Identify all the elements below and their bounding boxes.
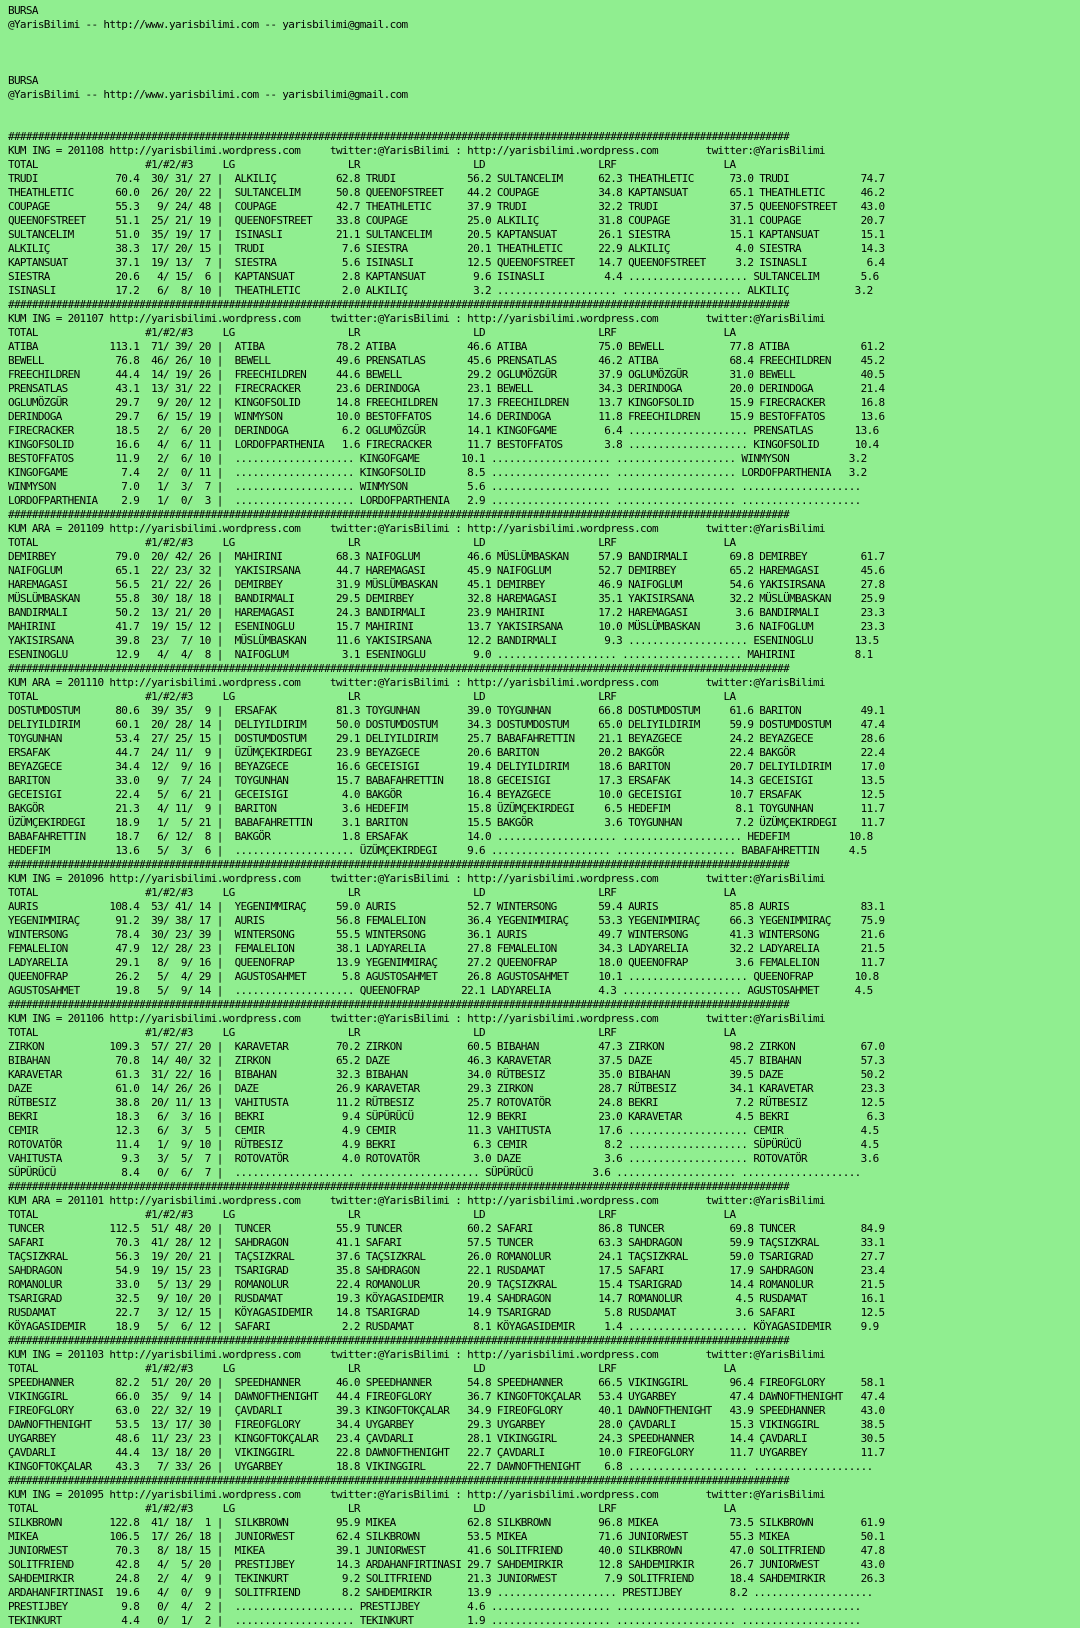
table-row: SULTANCELIM 51.0 35/ 19/ 17 | ISINASLI 21.1 SULTANCELIM 20.5 KAPTANSUAT 26.1 SIESTRA 15.1 KAPTANSUAT 15.1 <box>8 228 885 241</box>
blank-line <box>8 32 1080 46</box>
column-header: TOTAL #1/#2/#3 LG LR LD LRF LA <box>8 326 736 339</box>
separator-line: ################################################################################################################################### <box>8 858 790 871</box>
table-row: TRUDI 70.4 30/ 31/ 27 | ALKILIÇ 62.8 TRUDI 56.2 SULTANCELIM 62.3 THEATHLETIC 73.0 TRUDI 74.7 <box>8 172 885 185</box>
separator-line: ################################################################################################################################### <box>8 1180 790 1193</box>
table-row: PRENSATLAS 43.1 13/ 31/ 22 | FIRECRACKER 23.6 DERINDOGA 23.1 BEWELL 34.3 DERINDOGA 20.0 DERINDOGA 21.4 <box>8 382 885 395</box>
table-row: KINGOFSOLID 16.6 4/ 6/ 11 | LORDOFPARTHENIA 1.6 FIRECRACKER 11.7 BESTOFFATOS 3.8 .................... KINGOFSOLID 10.4 <box>8 438 879 451</box>
table-row: UYGARBEY 48.6 11/ 23/ 23 | KINGOFTOKÇALAR 23.4 ÇAVDARLI 28.1 VIKINGGIRL 24.3 SPEEDHANNER 14.4 ÇAVDARLI 30.5 <box>8 1432 885 1445</box>
column-header: TOTAL #1/#2/#3 LG LR LD LRF LA <box>8 536 736 549</box>
column-header: TOTAL #1/#2/#3 LG LR LD LRF LA <box>8 886 736 899</box>
table-row: GECEISIGI 22.4 5/ 6/ 21 | GECEISIGI 4.0 BAKGÖR 16.4 BEYAZGECE 10.0 GECEISIGI 10.7 ERSAFAK 12.5 <box>8 788 885 801</box>
table-row: BEKRI 18.3 6/ 3/ 16 | BEKRI 9.4 SÜPÜRÜCÜ 12.9 BEKRI 23.0 KARAVETAR 4.5 BEKRI 6.3 <box>8 1110 885 1123</box>
separator-line: ################################################################################################################################### <box>8 508 790 521</box>
page-title: BURSA <box>8 74 38 87</box>
table-row: PRESTIJBEY 9.8 0/ 4/ 2 | .................... PRESTIJBEY 4.6 .................... .................... .................... <box>8 1600 861 1613</box>
table-row: YAKISIRSANA 39.8 23/ 7/ 10 | MÜSLÜMBASKAN 11.6 YAKISIRSANA 12.2 BANDIRMALI 9.3 .................... ESENINOGLU 13.5 <box>8 634 879 647</box>
table-row: HEDEFIM 13.6 5/ 3/ 6 | .................... ÜZÜMÇEKIRDEGI 9.6 .................... .................... BABAFAHRETTIN 4.5 <box>8 844 867 857</box>
table-row: BEWELL 76.8 46/ 26/ 10 | BEWELL 49.6 PRENSATLAS 45.6 PRENSATLAS 46.2 ATIBA 68.4 FREECHILDREN 45.2 <box>8 354 885 367</box>
table-row: SAHDEMIRKIR 24.8 2/ 4/ 9 | TEKINKURT 9.2 SOLITFRIEND 21.3 JUNIORWEST 7.9 SOLITFRIEND 18.4 SAHDEMIRKIR 26.3 <box>8 1572 885 1585</box>
table-row: SAFARI 70.3 41/ 28/ 12 | SAHDRAGON 41.1 SAFARI 57.5 TUNCER 63.3 SAHDRAGON 59.9 TAÇSIZKRAL 33.1 <box>8 1236 885 1249</box>
table-row: DAZE 61.0 14/ 26/ 26 | DAZE 26.9 KARAVETAR 29.3 ZIRKON 28.7 RÜTBESIZ 34.1 KARAVETAR 23.3 <box>8 1082 885 1095</box>
separator-line: ################################################################################################################################### <box>8 998 790 1011</box>
table-row: TOYGUNHAN 53.4 27/ 25/ 15 | DOSTUMDOSTUM 29.1 DELIYILDIRIM 25.7 BABAFAHRETTIN 21.1 BEYAZGECE 24.2 BEYAZGECE 28.6 <box>8 732 885 745</box>
table-row: ESENINOGLU 12.9 4/ 4/ 8 | NAIFOGLUM 3.1 ESENINOGLU 9.0 .................... .................... MAHIRINI 8.1 <box>8 648 873 661</box>
table-row: DELIYILDIRIM 60.1 20/ 28/ 14 | DELIYILDIRIM 50.0 DOSTUMDOSTUM 34.3 DOSTUMDOSTUM 65.0 DELIYILDIRIM 59.9 DOSTUMDOSTUM 47.4 <box>8 718 885 731</box>
table-row: BANDIRMALI 50.2 13/ 21/ 20 | HAREMAGASI 24.3 BANDIRMALI 23.9 MAHIRINI 17.2 HAREMAGASI 3.6 BANDIRMALI 23.3 <box>8 606 885 619</box>
section-header: KUM ING = 201096 http://yarisbilimi.wordpress.com twitter:@YarisBilimi : http://yarisbilimi.wordpress.com twitter:@YarisBilimi <box>8 872 825 885</box>
section-header: KUM ING = 201108 http://yarisbilimi.wordpress.com twitter:@YarisBilimi : http://yarisbilimi.wordpress.com twitter:@YarisBilimi <box>8 144 825 157</box>
table-row: KÖYAGASIDEMIR 18.9 5/ 6/ 12 | SAFARI 2.2 RUSDAMAT 8.1 KÖYAGASIDEMIR 1.4 .................... KÖYAGASIDEMIR 9.9 <box>8 1320 879 1333</box>
table-row: NAIFOGLUM 65.1 22/ 23/ 32 | YAKISIRSANA 44.7 HAREMAGASI 45.9 NAIFOGLUM 52.7 DEMIRBEY 65.2 HAREMAGASI 45.6 <box>8 564 885 577</box>
table-row: SAHDRAGON 54.9 19/ 15/ 23 | TSARIGRAD 35.8 SAHDRAGON 22.1 RUSDAMAT 17.5 SAFARI 17.9 SAHDRAGON 23.4 <box>8 1264 885 1277</box>
table-row: ARDAHANFIRTINASI 19.6 4/ 0/ 9 | SOLITFRIEND 8.2 SAHDEMIRKIR 13.9 .................... PRESTIJBEY 8.2 .................... <box>8 1586 873 1599</box>
table-row: DOSTUMDOSTUM 80.6 39/ 35/ 9 | ERSAFAK 81.3 TOYGUNHAN 39.0 TOYGUNHAN 66.8 DOSTUMDOSTUM 61.6 BARITON 49.1 <box>8 704 885 717</box>
column-header: TOTAL #1/#2/#3 LG LR LD LRF LA <box>8 690 736 703</box>
table-row: MÜSLÜMBASKAN 55.8 30/ 18/ 18 | BANDIRMALI 29.5 DEMIRBEY 32.8 HAREMAGASI 35.1 YAKISIRSANA 32.2 MÜSLÜMBASKAN 25.9 <box>8 592 885 605</box>
column-header: TOTAL #1/#2/#3 LG LR LD LRF LA <box>8 1026 736 1039</box>
separator-line: ################################################################################################################################### <box>8 298 790 311</box>
table-row: SIESTRA 20.6 4/ 15/ 6 | KAPTANSUAT 2.8 KAPTANSUAT 9.6 ISINASLI 4.4 .................... SULTANCELIM 5.6 <box>8 270 879 283</box>
separator-line: ################################################################################################################################### <box>8 1334 790 1347</box>
column-header: TOTAL #1/#2/#3 LG LR LD LRF LA <box>8 1362 736 1375</box>
table-row: YEGENIMMIRAÇ 91.2 39/ 38/ 17 | AURIS 56.8 FEMALELION 36.4 YEGENIMMIRAÇ 53.3 YEGENIMMIRAÇ 66.3 YEGENIMMIRAÇ 75.9 <box>8 914 885 927</box>
table-row: FIREOFGLORY 63.0 22/ 32/ 19 | ÇAVDARLI 39.3 KINGOFTOKÇALAR 34.9 FIREOFGLORY 40.1 DAWNOFTHENIGHT 43.9 SPEEDHANNER 43.0 <box>8 1404 885 1417</box>
table-row: ZIRKON 109.3 57/ 27/ 20 | KARAVETAR 70.2 ZIRKON 60.5 BIBAHAN 47.3 ZIRKON 98.2 ZIRKON 67.0 <box>8 1040 885 1053</box>
table-row: RUSDAMAT 22.7 3/ 12/ 15 | KÖYAGASIDEMIR 14.8 TSARIGRAD 14.9 TSARIGRAD 5.8 RUSDAMAT 3.6 SAFARI 12.5 <box>8 1306 885 1319</box>
blank-line <box>8 102 1080 116</box>
table-row: LADYARELIA 29.1 8/ 9/ 16 | QUEENOFRAP 13.9 YEGENIMMIRAÇ 27.2 QUEENOFRAP 18.0 QUEENOFRAP 3.6 FEMALELION 11.7 <box>8 956 885 969</box>
section-header: KUM ARA = 201109 http://yarisbilimi.wordpress.com twitter:@YarisBilimi : http://yarisbilimi.wordpress.com twitter:@YarisBilimi <box>8 522 825 535</box>
column-header: TOTAL #1/#2/#3 LG LR LD LRF LA <box>8 1502 736 1515</box>
table-row: TUNCER 112.5 51/ 48/ 20 | TUNCER 55.9 TUNCER 60.2 SAFARI 86.8 TUNCER 69.8 TUNCER 84.9 <box>8 1222 885 1235</box>
blank-line <box>8 60 1080 74</box>
section-header: KUM ING = 201107 http://yarisbilimi.wordpress.com twitter:@YarisBilimi : http://yarisbilimi.wordpress.com twitter:@YarisBilimi <box>8 312 825 325</box>
section-header: KUM ING = 201095 http://yarisbilimi.wordpress.com twitter:@YarisBilimi : http://yarisbilimi.wordpress.com twitter:@YarisBilimi <box>8 1488 825 1501</box>
table-row: KINGOFGAME 7.4 2/ 0/ 11 | .................... KINGOFSOLID 8.5 .................... .................... LORDOFPARTHENIA 3.2 <box>8 466 867 479</box>
table-row: BAKGÖR 21.3 4/ 11/ 9 | BARITON 3.6 HEDEFIM 15.8 ÜZÜMÇEKIRDEGI 6.5 HEDEFIM 8.1 TOYGUNHAN 11.7 <box>8 802 885 815</box>
table-row: BABAFAHRETTIN 18.7 6/ 12/ 8 | BAKGÖR 1.8 ERSAFAK 14.0 .................... .................... HEDEFIM 10.8 <box>8 830 873 843</box>
table-row: WINTERSONG 78.4 30/ 23/ 39 | WINTERSONG 55.5 WINTERSONG 36.1 AURIS 49.7 WINTERSONG 41.3 WINTERSONG 21.6 <box>8 928 885 941</box>
table-row: ROTOVATÖR 11.4 1/ 9/ 10 | RÜTBESIZ 4.9 BEKRI 6.3 CEMIR 8.2 .................... SÜPÜRÜCÜ 4.5 <box>8 1138 879 1151</box>
table-row: JUNIORWEST 70.3 8/ 18/ 15 | MIKEA 39.1 JUNIORWEST 41.6 SOLITFRIEND 40.0 SILKBROWN 47.0 SOLITFRIEND 47.8 <box>8 1544 885 1557</box>
table-row: COUPAGE 55.3 9/ 24/ 48 | COUPAGE 42.7 THEATHLETIC 37.9 TRUDI 32.2 TRUDI 37.5 QUEENOFSTREET 43.0 <box>8 200 885 213</box>
table-row: KARAVETAR 61.3 31/ 22/ 16 | BIBAHAN 32.3 BIBAHAN 34.0 RÜTBESIZ 35.0 BIBAHAN 39.5 DAZE 50.2 <box>8 1068 885 1081</box>
table-row: BEYAZGECE 34.4 12/ 9/ 16 | BEYAZGECE 16.6 GECEISIGI 19.4 DELIYILDIRIM 18.6 BARITON 20.7 DELIYILDIRIM 17.0 <box>8 760 885 773</box>
contact-line: @YarisBilimi -- http://www.yarisbilimi.com -- yarisbilimi@gmail.com <box>8 88 408 101</box>
contact-line: @YarisBilimi -- http://www.yarisbilimi.com -- yarisbilimi@gmail.com <box>8 18 408 31</box>
separator-line: ################################################################################################################################### <box>8 1474 790 1487</box>
table-row: BARITON 33.0 9/ 7/ 24 | TOYGUNHAN 15.7 BABAFAHRETTIN 18.8 GECEISIGI 17.3 ERSAFAK 14.3 GECEISIGI 13.5 <box>8 774 885 787</box>
table-row: RÜTBESIZ 38.8 20/ 11/ 13 | VAHITUSTA 11.2 RÜTBESIZ 25.7 ROTOVATÖR 24.8 BEKRI 7.2 RÜTBESIZ 12.5 <box>8 1096 885 1109</box>
table-row: MIKEA 106.5 17/ 26/ 18 | JUNIORWEST 62.4 SILKBROWN 53.5 MIKEA 71.6 JUNIORWEST 55.3 MIKEA 50.1 <box>8 1530 885 1543</box>
table-row: VAHITUSTA 9.3 3/ 5/ 7 | ROTOVATÖR 4.0 ROTOVATÖR 3.0 DAZE 3.6 .................... ROTOVATÖR 3.6 <box>8 1152 879 1165</box>
table-row: MAHIRINI 41.7 19/ 15/ 12 | ESENINOGLU 15.7 MAHIRINI 13.7 YAKISIRSANA 10.0 MÜSLÜMBASKAN 3.6 NAIFOGLUM 23.3 <box>8 620 885 633</box>
table-row: SOLITFRIEND 42.8 4/ 5/ 20 | PRESTIJBEY 14.3 ARDAHANFIRTINASI 29.7 SAHDEMIRKIR 12.8 SAHDEMIRKIR 26.7 JUNIORWEST 43.0 <box>8 1558 885 1571</box>
table-row: HAREMAGASI 56.5 21/ 22/ 26 | DEMIRBEY 31.9 MÜSLÜMBASKAN 45.1 DEMIRBEY 46.9 NAIFOGLUM 54.6 YAKISIRSANA 27.8 <box>8 578 885 591</box>
table-row: TEKINKURT 4.4 0/ 1/ 2 | .................... TEKINKURT 1.9 .................... .................... .................... <box>8 1614 861 1627</box>
table-row: QUEENOFSTREET 51.1 25/ 21/ 19 | QUEENOFSTREET 33.8 COUPAGE 25.0 ALKILIÇ 31.8 COUPAGE 31.1 COUPAGE 20.7 <box>8 214 885 227</box>
table-row: BIBAHAN 70.8 14/ 40/ 32 | ZIRKON 65.2 DAZE 46.3 KARAVETAR 37.5 DAZE 45.7 BIBAHAN 57.3 <box>8 1054 885 1067</box>
table-row: TAÇSIZKRAL 56.3 19/ 20/ 21 | TAÇSIZKRAL 37.6 TAÇSIZKRAL 26.0 ROMANOLUR 24.1 TAÇSIZKRAL 59.0 TSARIGRAD 27.7 <box>8 1250 885 1263</box>
table-row: CEMIR 12.3 6/ 3/ 5 | CEMIR 4.9 CEMIR 11.3 VAHITUSTA 17.6 .................... CEMIR 4.5 <box>8 1124 879 1137</box>
table-row: ISINASLI 17.2 6/ 8/ 10 | THEATHLETIC 2.0 ALKILIÇ 3.2 .................... .................... ALKILIÇ 3.2 <box>8 284 873 297</box>
table-row: AGUSTOSAHMET 19.8 5/ 9/ 14 | .................... QUEENOFRAP 22.1 LADYARELIA 4.3 .................... AGUSTOSAHMET 4.5 <box>8 984 873 997</box>
section-header: KUM ING = 201103 http://yarisbilimi.wordpress.com twitter:@YarisBilimi : http://yarisbilimi.wordpress.com twitter:@YarisBilimi <box>8 1348 825 1361</box>
section-header: KUM ARA = 201110 http://yarisbilimi.wordpress.com twitter:@YarisBilimi : http://yarisbilimi.wordpress.com twitter:@YarisBilimi <box>8 676 825 689</box>
table-row: AURIS 108.4 53/ 41/ 14 | YEGENIMMIRAÇ 59.0 AURIS 52.7 WINTERSONG 59.4 AURIS 85.8 AURIS 83.1 <box>8 900 885 913</box>
table-row: DEMIRBEY 79.0 20/ 42/ 26 | MAHIRINI 68.3 NAIFOGLUM 46.6 MÜSLÜMBASKAN 57.9 BANDIRMALI 69.8 DEMIRBEY 61.7 <box>8 550 885 563</box>
table-row: ROMANOLUR 33.0 5/ 13/ 29 | ROMANOLUR 22.4 ROMANOLUR 20.9 TAÇSIZKRAL 15.4 TSARIGRAD 14.4 ROMANOLUR 21.5 <box>8 1278 885 1291</box>
table-row: KAPTANSUAT 37.1 19/ 13/ 7 | SIESTRA 5.6 ISINASLI 12.5 QUEENOFSTREET 14.7 QUEENOFSTREET 3.2 ISINASLI 6.4 <box>8 256 885 269</box>
table-row: THEATHLETIC 60.0 26/ 20/ 22 | SULTANCELIM 50.8 QUEENOFSTREET 44.2 COUPAGE 34.8 KAPTANSUAT 65.1 THEATHLETIC 46.2 <box>8 186 885 199</box>
table-row: WINMYSON 7.0 1/ 3/ 7 | .................... WINMYSON 5.6 .................... .................... .................... <box>8 480 861 493</box>
section-header: KUM ARA = 201101 http://yarisbilimi.wordpress.com twitter:@YarisBilimi : http://yarisbilimi.wordpress.com twitter:@YarisBilimi <box>8 1194 825 1207</box>
table-row: SILKBROWN 122.8 41/ 18/ 1 | SILKBROWN 95.9 MIKEA 62.8 SILKBROWN 96.8 MIKEA 73.5 SILKBROWN 61.9 <box>8 1516 885 1529</box>
table-row: SÜPÜRÜCÜ 8.4 0/ 6/ 7 | .................... .................... SÜPÜRÜCÜ 3.6 .................... .................... <box>8 1166 861 1179</box>
table-row: TSARIGRAD 32.5 9/ 10/ 20 | RUSDAMAT 19.3 KÖYAGASIDEMIR 19.4 SAHDRAGON 14.7 ROMANOLUR 4.5 RUSDAMAT 16.1 <box>8 1292 885 1305</box>
page-title: BURSA <box>8 4 38 17</box>
table-row: LORDOFPARTHENIA 2.9 1/ 0/ 3 | .................... LORDOFPARTHENIA 2.9 .................... .................... .................... <box>8 494 861 507</box>
section-header: KUM ING = 201106 http://yarisbilimi.wordpress.com twitter:@YarisBilimi : http://yarisbilimi.wordpress.com twitter:@YarisBilimi <box>8 1012 825 1025</box>
table-row: ÜZÜMÇEKIRDEGI 18.9 1/ 5/ 21 | BABAFAHRETTIN 3.1 BARITON 15.5 BAKGÖR 3.6 TOYGUNHAN 7.2 ÜZÜMÇEKIRDEGI 11.7 <box>8 816 885 829</box>
column-header: TOTAL #1/#2/#3 LG LR LD LRF LA <box>8 1208 736 1221</box>
column-header: TOTAL #1/#2/#3 LG LR LD LRF LA <box>8 158 736 171</box>
table-row: SPEEDHANNER 82.2 51/ 20/ 20 | SPEEDHANNER 46.0 SPEEDHANNER 54.8 SPEEDHANNER 66.5 VIKINGGIRL 96.4 FIREOFGLORY 58.1 <box>8 1376 885 1389</box>
table-row: ALKILIÇ 38.3 17/ 20/ 15 | TRUDI 7.6 SIESTRA 20.1 THEATHLETIC 22.9 ALKILIÇ 4.0 SIESTRA 14.3 <box>8 242 885 255</box>
table-row: FREECHILDREN 44.4 14/ 19/ 26 | FREECHILDREN 44.6 BEWELL 29.2 OGLUMÖZGÜR 37.9 OGLUMÖZGÜR 31.0 BEWELL 40.5 <box>8 368 885 381</box>
table-row: FEMALELION 47.9 12/ 28/ 23 | FEMALELION 38.1 LADYARELIA 27.8 FEMALELION 34.3 LADYARELIA 32.2 LADYARELIA 21.5 <box>8 942 885 955</box>
table-row: QUEENOFRAP 26.2 5/ 4/ 29 | AGUSTOSAHMET 5.8 AGUSTOSAHMET 26.8 AGUSTOSAHMET 10.1 .................... QUEENOFRAP 10.8 <box>8 970 879 983</box>
table-row: BESTOFFATOS 11.9 2/ 6/ 10 | .................... KINGOFGAME 10.1 .................... .................... WINMYSON 3.2 <box>8 452 867 465</box>
table-row: KINGOFTOKÇALAR 43.3 7/ 33/ 26 | UYGARBEY 18.8 VIKINGGIRL 22.7 DAWNOFTHENIGHT 6.8 .................... .................... <box>8 1460 873 1473</box>
table-row: FIRECRACKER 18.5 2/ 6/ 20 | DERINDOGA 6.2 OGLUMÖZGÜR 14.1 KINGOFGAME 6.4 .................... PRENSATLAS 13.6 <box>8 424 879 437</box>
blank-line <box>8 46 1080 60</box>
table-row: ATIBA 113.1 71/ 39/ 20 | ATIBA 78.2 ATIBA 46.6 ATIBA 75.0 BEWELL 77.8 ATIBA 61.2 <box>8 340 885 353</box>
table-row: OGLUMÖZGÜR 29.7 9/ 20/ 12 | KINGOFSOLID 14.8 FREECHILDREN 17.3 FREECHILDREN 13.7 KINGOFSOLID 15.9 FIRECRACKER 16.8 <box>8 396 885 409</box>
table-row: ÇAVDARLI 44.4 13/ 18/ 20 | VIKINGGIRL 22.8 DAWNOFTHENIGHT 22.7 ÇAVDARLI 10.0 FIREOFGLORY 11.7 UYGARBEY 11.7 <box>8 1446 885 1459</box>
table-row: DAWNOFTHENIGHT 53.5 13/ 17/ 30 | FIREOFGLORY 34.4 UYGARBEY 29.3 UYGARBEY 28.0 ÇAVDARLI 15.3 VIKINGGIRL 38.5 <box>8 1418 885 1431</box>
separator-line: ################################################################################################################################### <box>8 130 790 143</box>
table-row: DERINDOGA 29.7 6/ 15/ 19 | WINMYSON 10.0 BESTOFFATOS 14.6 DERINDOGA 11.8 FREECHILDREN 15.9 BESTOFFATOS 13.6 <box>8 410 885 423</box>
separator-line: ################################################################################################################################### <box>8 662 790 675</box>
table-row: VIKINGGIRL 66.0 35/ 9/ 14 | DAWNOFTHENIGHT 44.4 FIREOFGLORY 36.7 KINGOFTOKÇALAR 53.4 UYGARBEY 47.4 DAWNOFTHENIGHT 47.4 <box>8 1390 885 1403</box>
blank-line <box>8 116 1080 130</box>
table-row: ERSAFAK 44.7 24/ 11/ 9 | ÜZÜMÇEKIRDEGI 23.9 BEYAZGECE 20.6 BARITON 20.2 BAKGÖR 22.4 BAKGÖR 22.4 <box>8 746 885 759</box>
